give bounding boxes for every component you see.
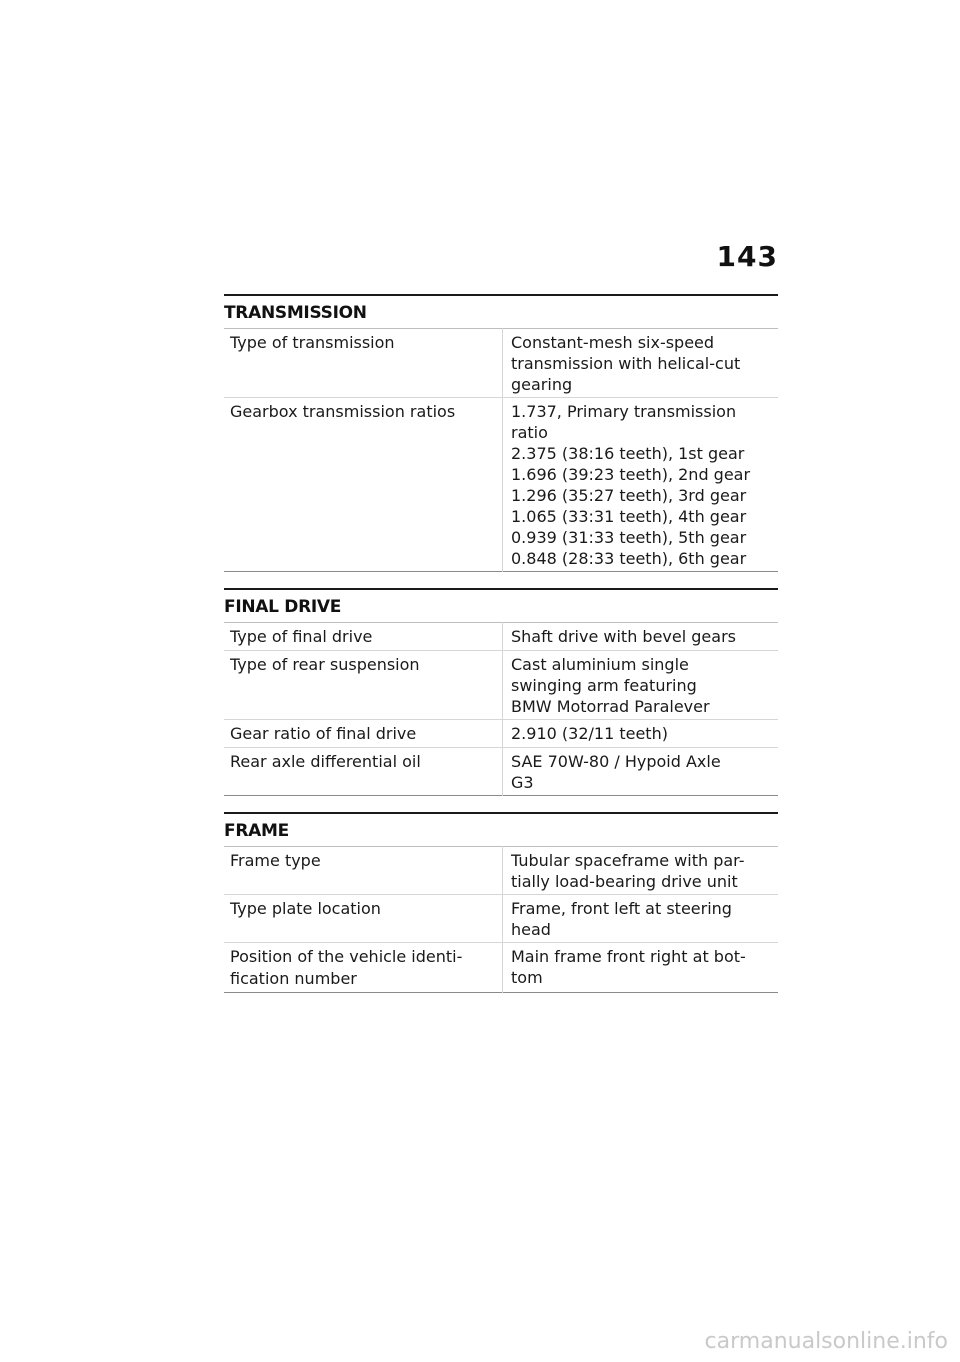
- spec-value-line: 2.375 (38:16 teeth), 1st gear: [511, 444, 745, 463]
- spec-label-line: Type of final drive: [230, 627, 373, 646]
- spec-section-final-drive: [224, 588, 778, 796]
- spec-value-line: Main frame front right at bot-: [511, 947, 746, 966]
- spec-value-line: Frame, front left at steering: [511, 899, 732, 918]
- spec-value-line: head: [511, 920, 551, 939]
- section-title: FINAL DRIVE: [224, 597, 342, 617]
- spec-label-line: Type plate location: [230, 899, 381, 918]
- spec-label-line: Gearbox transmission ratios: [230, 402, 456, 421]
- spec-value-line: 1.696 (39:23 teeth), 2nd gear: [511, 465, 751, 484]
- table-row: [224, 623, 778, 651]
- spec-value-line: 1.065 (33:31 teeth), 4th gear: [511, 507, 747, 526]
- spec-label-line: fication number: [230, 969, 357, 988]
- spec-value: [503, 720, 779, 748]
- spec-label: [224, 329, 503, 398]
- spec-label-line: Type of transmission: [230, 333, 395, 352]
- spec-value-line: Cast aluminium single: [511, 655, 689, 674]
- watermark-text: carmanualsonline.info: [704, 1329, 948, 1354]
- spec-label: [224, 943, 503, 993]
- spec-label: [224, 720, 503, 748]
- spec-value-line: BMW Motorrad Paralever: [511, 697, 710, 716]
- spec-value-line: tially load-bearing drive unit: [511, 872, 738, 891]
- spec-value-line: 0.939 (31:33 teeth), 5th gear: [511, 528, 747, 547]
- spec-label: [224, 623, 503, 651]
- spec-value-line: 2.910 (32/11 teeth): [511, 724, 668, 743]
- spec-value: [503, 329, 779, 398]
- table-row: [224, 847, 778, 895]
- spec-label-line: Gear ratio of final drive: [230, 724, 417, 743]
- spec-label-line: Frame type: [230, 851, 321, 870]
- spec-label-line: Position of the vehicle identi-: [230, 947, 463, 966]
- spec-label-line: Rear axle differential oil: [230, 752, 421, 771]
- spec-content: [224, 294, 778, 1009]
- spec-value-line: transmission with helical-cut: [511, 354, 741, 373]
- spec-table: [224, 622, 778, 796]
- spec-label: [224, 847, 503, 895]
- spec-label-line: Type of rear suspension: [230, 655, 420, 674]
- spec-section-frame: [224, 812, 778, 993]
- table-row: [224, 398, 778, 572]
- section-title: TRANSMISSION: [224, 303, 367, 323]
- table-row: [224, 329, 778, 398]
- spec-label: [224, 398, 503, 572]
- spec-label: [224, 748, 503, 796]
- spec-value-line: Tubular spaceframe with par-: [511, 851, 745, 870]
- spec-label: [224, 895, 503, 943]
- spec-value-line: SAE 70W-80 / Hypoid Axle: [511, 752, 721, 771]
- table-row: [224, 651, 778, 720]
- table-row: [224, 720, 778, 748]
- page-number: 143: [716, 240, 778, 273]
- spec-value-line: gearing: [511, 375, 573, 394]
- spec-value: [503, 398, 779, 572]
- spec-value: [503, 623, 779, 651]
- table-row: [224, 943, 778, 993]
- spec-value-line: G3: [511, 773, 534, 792]
- spec-value: [503, 895, 779, 943]
- spec-value-line: 0.848 (28:33 teeth), 6th gear: [511, 549, 747, 568]
- spec-value-line: swinging arm featuring: [511, 676, 697, 695]
- spec-label: [224, 651, 503, 720]
- spec-value: [503, 748, 779, 796]
- spec-value-line: tom: [511, 968, 543, 987]
- table-row: [224, 748, 778, 796]
- spec-section-transmission: [224, 294, 778, 572]
- spec-value-line: 1.296 (35:27 teeth), 3rd gear: [511, 486, 747, 505]
- spec-value: [503, 943, 779, 993]
- table-row: [224, 895, 778, 943]
- spec-value-line: 1.737, Primary transmission: [511, 402, 737, 421]
- spec-table: [224, 846, 778, 993]
- spec-value-line: Shaft drive with bevel gears: [511, 627, 736, 646]
- spec-table: [224, 328, 778, 572]
- section-title: FRAME: [224, 821, 289, 841]
- spec-value: [503, 651, 779, 720]
- spec-value: [503, 847, 779, 895]
- spec-value-line: ratio: [511, 423, 548, 442]
- spec-value-line: Constant-mesh six-speed: [511, 333, 715, 352]
